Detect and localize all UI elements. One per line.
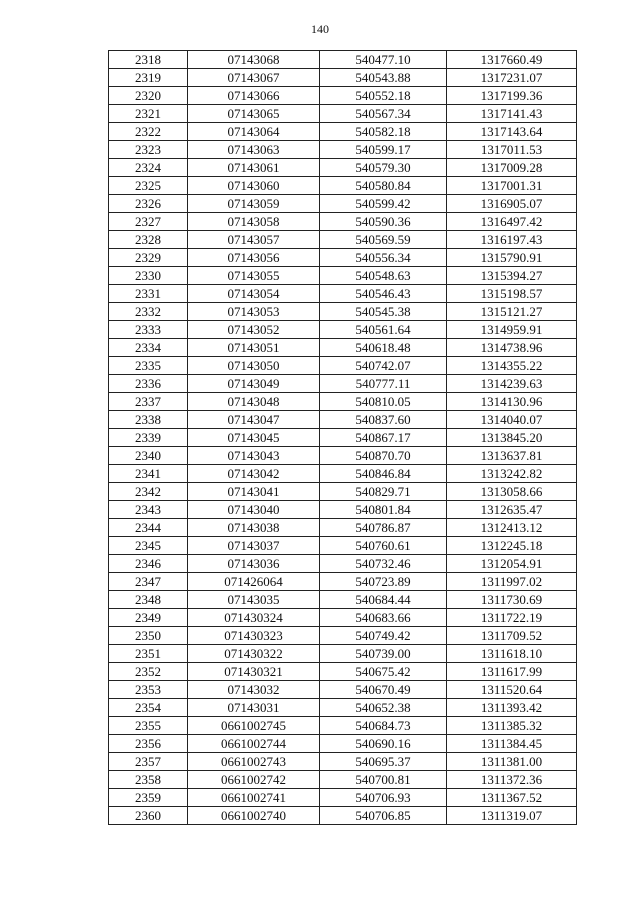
x-coordinate-cell: 540684.44 [320, 591, 447, 609]
table-row [109, 735, 577, 753]
table-row [109, 141, 577, 159]
row-index-cell: 2326 [109, 195, 188, 213]
parcel-id-cell: 07143052 [188, 321, 320, 339]
table-row [109, 447, 577, 465]
coordinates-table [108, 50, 577, 825]
table-row [109, 411, 577, 429]
y-coordinate-cell: 1315790.91 [447, 249, 577, 267]
y-coordinate-cell: 1316197.43 [447, 231, 577, 249]
row-index-cell: 2335 [109, 357, 188, 375]
table-row [109, 69, 577, 87]
row-index-cell: 2342 [109, 483, 188, 501]
table-row [109, 393, 577, 411]
table-row [109, 753, 577, 771]
table-row [109, 231, 577, 249]
parcel-id-cell: 0661002741 [188, 789, 320, 807]
y-coordinate-cell: 1317009.28 [447, 159, 577, 177]
y-coordinate-cell: 1317143.64 [447, 123, 577, 141]
parcel-id-cell: 07143048 [188, 393, 320, 411]
row-index-cell: 2347 [109, 573, 188, 591]
x-coordinate-cell: 540545.38 [320, 303, 447, 321]
y-coordinate-cell: 1311520.64 [447, 681, 577, 699]
y-coordinate-cell: 1311997.02 [447, 573, 577, 591]
y-coordinate-cell: 1311730.69 [447, 591, 577, 609]
parcel-id-cell: 0661002745 [188, 717, 320, 735]
row-index-cell: 2350 [109, 627, 188, 645]
y-coordinate-cell: 1316497.42 [447, 213, 577, 231]
x-coordinate-cell: 540706.93 [320, 789, 447, 807]
table-row [109, 807, 577, 825]
x-coordinate-cell: 540579.30 [320, 159, 447, 177]
x-coordinate-cell: 540690.16 [320, 735, 447, 753]
table-body [109, 51, 577, 825]
row-index-cell: 2359 [109, 789, 188, 807]
parcel-id-cell: 07143045 [188, 429, 320, 447]
table-row [109, 321, 577, 339]
y-coordinate-cell: 1317001.31 [447, 177, 577, 195]
row-index-cell: 2331 [109, 285, 188, 303]
row-index-cell: 2324 [109, 159, 188, 177]
parcel-id-cell: 07143068 [188, 51, 320, 69]
parcel-id-cell: 07143059 [188, 195, 320, 213]
row-index-cell: 2337 [109, 393, 188, 411]
x-coordinate-cell: 540582.18 [320, 123, 447, 141]
table-row [109, 681, 577, 699]
row-index-cell: 2357 [109, 753, 188, 771]
row-index-cell: 2343 [109, 501, 188, 519]
table-row [109, 213, 577, 231]
parcel-id-cell: 0661002740 [188, 807, 320, 825]
table-row [109, 195, 577, 213]
y-coordinate-cell: 1311385.32 [447, 717, 577, 735]
table-row [109, 87, 577, 105]
table-row [109, 573, 577, 591]
y-coordinate-cell: 1311381.00 [447, 753, 577, 771]
y-coordinate-cell: 1312413.12 [447, 519, 577, 537]
y-coordinate-cell: 1311393.42 [447, 699, 577, 717]
x-coordinate-cell: 540749.42 [320, 627, 447, 645]
parcel-id-cell: 071430323 [188, 627, 320, 645]
row-index-cell: 2329 [109, 249, 188, 267]
x-coordinate-cell: 540683.66 [320, 609, 447, 627]
x-coordinate-cell: 540732.46 [320, 555, 447, 573]
row-index-cell: 2360 [109, 807, 188, 825]
x-coordinate-cell: 540567.34 [320, 105, 447, 123]
y-coordinate-cell: 1311617.99 [447, 663, 577, 681]
x-coordinate-cell: 540543.88 [320, 69, 447, 87]
parcel-id-cell: 07143067 [188, 69, 320, 87]
row-index-cell: 2348 [109, 591, 188, 609]
parcel-id-cell: 07143047 [188, 411, 320, 429]
y-coordinate-cell: 1313845.20 [447, 429, 577, 447]
parcel-id-cell: 07143035 [188, 591, 320, 609]
parcel-id-cell: 07143056 [188, 249, 320, 267]
x-coordinate-cell: 540670.49 [320, 681, 447, 699]
row-index-cell: 2321 [109, 105, 188, 123]
table-row [109, 51, 577, 69]
row-index-cell: 2332 [109, 303, 188, 321]
x-coordinate-cell: 540599.17 [320, 141, 447, 159]
row-index-cell: 2352 [109, 663, 188, 681]
parcel-id-cell: 07143066 [188, 87, 320, 105]
parcel-id-cell: 0661002744 [188, 735, 320, 753]
y-coordinate-cell: 1312245.18 [447, 537, 577, 555]
x-coordinate-cell: 540580.84 [320, 177, 447, 195]
table-row [109, 663, 577, 681]
x-coordinate-cell: 540675.42 [320, 663, 447, 681]
table-row [109, 483, 577, 501]
parcel-id-cell: 07143041 [188, 483, 320, 501]
x-coordinate-cell: 540829.71 [320, 483, 447, 501]
y-coordinate-cell: 1311722.19 [447, 609, 577, 627]
x-coordinate-cell: 540867.17 [320, 429, 447, 447]
parcel-id-cell: 07143031 [188, 699, 320, 717]
parcel-id-cell: 0661002742 [188, 771, 320, 789]
x-coordinate-cell: 540760.61 [320, 537, 447, 555]
table-row [109, 789, 577, 807]
row-index-cell: 2322 [109, 123, 188, 141]
parcel-id-cell: 07143055 [188, 267, 320, 285]
x-coordinate-cell: 540552.18 [320, 87, 447, 105]
y-coordinate-cell: 1314355.22 [447, 357, 577, 375]
table-row [109, 357, 577, 375]
parcel-id-cell: 071430324 [188, 609, 320, 627]
row-index-cell: 2339 [109, 429, 188, 447]
parcel-id-cell: 071426064 [188, 573, 320, 591]
parcel-id-cell: 07143040 [188, 501, 320, 519]
row-index-cell: 2358 [109, 771, 188, 789]
x-coordinate-cell: 540652.38 [320, 699, 447, 717]
y-coordinate-cell: 1311709.52 [447, 627, 577, 645]
parcel-id-cell: 07143053 [188, 303, 320, 321]
parcel-id-cell: 07143065 [188, 105, 320, 123]
table-row [109, 123, 577, 141]
y-coordinate-cell: 1313058.66 [447, 483, 577, 501]
row-index-cell: 2356 [109, 735, 188, 753]
table-row [109, 105, 577, 123]
row-index-cell: 2346 [109, 555, 188, 573]
table-row [109, 537, 577, 555]
parcel-id-cell: 07143051 [188, 339, 320, 357]
row-index-cell: 2320 [109, 87, 188, 105]
table-row [109, 285, 577, 303]
table-row [109, 645, 577, 663]
y-coordinate-cell: 1315121.27 [447, 303, 577, 321]
row-index-cell: 2344 [109, 519, 188, 537]
y-coordinate-cell: 1314040.07 [447, 411, 577, 429]
page-number: 140 [311, 22, 329, 36]
y-coordinate-cell: 1317199.36 [447, 87, 577, 105]
table-row [109, 249, 577, 267]
y-coordinate-cell: 1313242.82 [447, 465, 577, 483]
y-coordinate-cell: 1315394.27 [447, 267, 577, 285]
y-coordinate-cell: 1315198.57 [447, 285, 577, 303]
row-index-cell: 2341 [109, 465, 188, 483]
parcel-id-cell: 071430322 [188, 645, 320, 663]
table-row [109, 159, 577, 177]
table-row [109, 303, 577, 321]
parcel-id-cell: 07143038 [188, 519, 320, 537]
x-coordinate-cell: 540777.11 [320, 375, 447, 393]
table-row [109, 771, 577, 789]
parcel-id-cell: 07143054 [188, 285, 320, 303]
table-row [109, 375, 577, 393]
parcel-id-cell: 07143063 [188, 141, 320, 159]
y-coordinate-cell: 1311319.07 [447, 807, 577, 825]
table-row [109, 339, 577, 357]
row-index-cell: 2354 [109, 699, 188, 717]
parcel-id-cell: 07143057 [188, 231, 320, 249]
row-index-cell: 2325 [109, 177, 188, 195]
coordinates-table-container [108, 50, 576, 825]
row-index-cell: 2323 [109, 141, 188, 159]
table-row [109, 699, 577, 717]
parcel-id-cell: 07143060 [188, 177, 320, 195]
row-index-cell: 2349 [109, 609, 188, 627]
x-coordinate-cell: 540700.81 [320, 771, 447, 789]
parcel-id-cell: 07143042 [188, 465, 320, 483]
y-coordinate-cell: 1314738.96 [447, 339, 577, 357]
x-coordinate-cell: 540837.60 [320, 411, 447, 429]
x-coordinate-cell: 540786.87 [320, 519, 447, 537]
row-index-cell: 2327 [109, 213, 188, 231]
row-index-cell: 2336 [109, 375, 188, 393]
y-coordinate-cell: 1312054.91 [447, 555, 577, 573]
y-coordinate-cell: 1314239.63 [447, 375, 577, 393]
row-index-cell: 2333 [109, 321, 188, 339]
parcel-id-cell: 071430321 [188, 663, 320, 681]
table-row [109, 501, 577, 519]
table-row [109, 177, 577, 195]
parcel-id-cell: 07143032 [188, 681, 320, 699]
row-index-cell: 2340 [109, 447, 188, 465]
y-coordinate-cell: 1317141.43 [447, 105, 577, 123]
parcel-id-cell: 07143061 [188, 159, 320, 177]
table-row [109, 429, 577, 447]
row-index-cell: 2351 [109, 645, 188, 663]
table-row [109, 555, 577, 573]
y-coordinate-cell: 1311372.36 [447, 771, 577, 789]
y-coordinate-cell: 1316905.07 [447, 195, 577, 213]
parcel-id-cell: 0661002743 [188, 753, 320, 771]
x-coordinate-cell: 540590.36 [320, 213, 447, 231]
x-coordinate-cell: 540742.07 [320, 357, 447, 375]
x-coordinate-cell: 540548.63 [320, 267, 447, 285]
parcel-id-cell: 07143064 [188, 123, 320, 141]
x-coordinate-cell: 540846.84 [320, 465, 447, 483]
parcel-id-cell: 07143037 [188, 537, 320, 555]
y-coordinate-cell: 1317011.53 [447, 141, 577, 159]
x-coordinate-cell: 540723.89 [320, 573, 447, 591]
table-row [109, 465, 577, 483]
row-index-cell: 2334 [109, 339, 188, 357]
y-coordinate-cell: 1314130.96 [447, 393, 577, 411]
row-index-cell: 2330 [109, 267, 188, 285]
table-row [109, 717, 577, 735]
parcel-id-cell: 07143058 [188, 213, 320, 231]
y-coordinate-cell: 1311618.10 [447, 645, 577, 663]
x-coordinate-cell: 540546.43 [320, 285, 447, 303]
y-coordinate-cell: 1314959.91 [447, 321, 577, 339]
x-coordinate-cell: 540599.42 [320, 195, 447, 213]
row-index-cell: 2328 [109, 231, 188, 249]
y-coordinate-cell: 1317660.49 [447, 51, 577, 69]
parcel-id-cell: 07143043 [188, 447, 320, 465]
x-coordinate-cell: 540870.70 [320, 447, 447, 465]
table-row [109, 627, 577, 645]
table-row [109, 267, 577, 285]
y-coordinate-cell: 1311367.52 [447, 789, 577, 807]
row-index-cell: 2355 [109, 717, 188, 735]
x-coordinate-cell: 540739.00 [320, 645, 447, 663]
x-coordinate-cell: 540569.59 [320, 231, 447, 249]
parcel-id-cell: 07143036 [188, 555, 320, 573]
y-coordinate-cell: 1312635.47 [447, 501, 577, 519]
row-index-cell: 2353 [109, 681, 188, 699]
parcel-id-cell: 07143050 [188, 357, 320, 375]
y-coordinate-cell: 1317231.07 [447, 69, 577, 87]
parcel-id-cell: 07143049 [188, 375, 320, 393]
table-row [109, 591, 577, 609]
table-row [109, 519, 577, 537]
row-index-cell: 2345 [109, 537, 188, 555]
x-coordinate-cell: 540706.85 [320, 807, 447, 825]
x-coordinate-cell: 540556.34 [320, 249, 447, 267]
y-coordinate-cell: 1313637.81 [447, 447, 577, 465]
x-coordinate-cell: 540695.37 [320, 753, 447, 771]
x-coordinate-cell: 540618.48 [320, 339, 447, 357]
x-coordinate-cell: 540477.10 [320, 51, 447, 69]
x-coordinate-cell: 540684.73 [320, 717, 447, 735]
table-row [109, 609, 577, 627]
row-index-cell: 2338 [109, 411, 188, 429]
row-index-cell: 2319 [109, 69, 188, 87]
row-index-cell: 2318 [109, 51, 188, 69]
x-coordinate-cell: 540561.64 [320, 321, 447, 339]
x-coordinate-cell: 540801.84 [320, 501, 447, 519]
y-coordinate-cell: 1311384.45 [447, 735, 577, 753]
x-coordinate-cell: 540810.05 [320, 393, 447, 411]
